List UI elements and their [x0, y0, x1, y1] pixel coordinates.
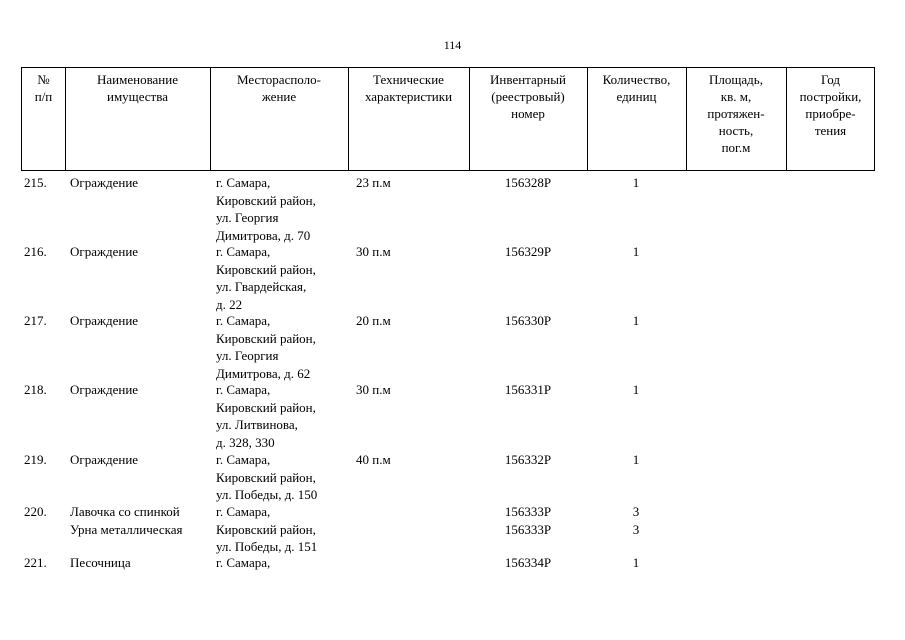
row-number [24, 451, 47, 469]
item-quantity-line: 1 [632, 382, 640, 397]
item-tech [356, 381, 391, 399]
item-name [70, 243, 138, 261]
header-line: пог.м [721, 140, 751, 155]
item-location-line: д. 328, 330 [216, 434, 275, 450]
row-number [24, 503, 47, 521]
header-line: характеристики [364, 89, 453, 104]
item-inventory-number-line: 156332Р [504, 452, 552, 467]
item-quantity [588, 312, 684, 330]
item-quantity [588, 381, 684, 399]
item-quantity-line: 1 [632, 175, 640, 190]
item-location-line: г. Самара, [216, 555, 271, 570]
item-name-line: Ограждение [70, 382, 139, 397]
item-quantity [588, 451, 684, 469]
item-location-line: ул. Георгия [216, 210, 279, 225]
row-number-line: 220. [24, 504, 47, 519]
item-tech-line: 40 п.м [356, 452, 391, 467]
item-inventory-number [470, 243, 586, 261]
item-location [216, 174, 316, 244]
item-location-line: ул. Литвинова, [216, 417, 298, 432]
item-inventory-number-line: 156328Р [504, 175, 552, 190]
item-name-line: Ограждение [70, 244, 139, 259]
header-line: Год [820, 72, 841, 87]
header-line: Площадь, [709, 72, 763, 87]
header-line: жение [261, 89, 297, 104]
item-inventory-number-line: 156333Р [504, 521, 552, 537]
header-line: имущества [107, 89, 168, 104]
row-number-line: 219. [24, 452, 47, 467]
item-inventory-number [470, 381, 586, 399]
item-tech [356, 451, 391, 469]
item-quantity [588, 554, 684, 572]
item-location-line: ул. Победы, д. 151 [216, 539, 318, 554]
item-location [216, 554, 270, 572]
item-name [70, 503, 182, 538]
item-quantity-line: 1 [632, 244, 640, 259]
item-location-line: г. Самара, [216, 313, 271, 328]
item-name-line: Урна металлическая [70, 521, 183, 537]
item-location-line: Кировский район, [216, 469, 316, 485]
item-location-line: ул. Гвардейская, [216, 279, 307, 294]
item-quantity [588, 174, 684, 192]
header-line: Количество, [602, 72, 671, 87]
item-location-line: Кировский район, [216, 192, 316, 208]
item-tech [356, 243, 391, 261]
item-location-line: Димитрова, д. 62 [216, 365, 311, 381]
item-inventory-number [470, 451, 586, 469]
header-line: (реестровый) [491, 89, 565, 104]
item-tech-line: 23 п.м [356, 175, 391, 190]
item-quantity [588, 243, 684, 261]
item-location [216, 243, 316, 313]
item-name [70, 312, 138, 330]
item-location-line: Димитрова, д. 70 [216, 227, 311, 243]
header-line: Технические [373, 72, 444, 87]
item-inventory-number-line: 156334Р [504, 555, 552, 570]
item-location [216, 312, 316, 382]
row-number-line: 215. [24, 175, 47, 190]
item-name [70, 174, 138, 192]
row-number-line: 218. [24, 382, 47, 397]
page-number: 114 [443, 38, 462, 52]
header-line: Месторасполо- [237, 72, 321, 87]
header-line: Наименование [97, 72, 178, 87]
header-line: номер [511, 106, 545, 121]
item-inventory-number [470, 554, 586, 572]
item-inventory-number [470, 312, 586, 330]
row-number [24, 381, 47, 399]
item-quantity-line: 3 [632, 504, 640, 519]
item-location-line: Кировский район, [216, 330, 316, 346]
item-tech [356, 174, 391, 192]
header-line: протяжен- [707, 106, 765, 121]
item-name-line: Песочница [70, 555, 131, 570]
item-quantity-line: 1 [632, 313, 640, 328]
item-quantity-line: 1 [632, 452, 640, 467]
item-location [216, 503, 317, 556]
item-name-line: Ограждение [70, 452, 139, 467]
item-location-line: г. Самара, [216, 504, 271, 519]
item-tech-line: 30 п.м [356, 244, 391, 259]
header-line: постройки, [799, 89, 862, 104]
row-number [24, 312, 47, 330]
row-number-line: 216. [24, 244, 47, 259]
item-tech-line: 30 п.м [356, 382, 391, 397]
item-tech [356, 312, 391, 330]
header-line: п/п [34, 89, 53, 104]
header-line: приобре- [805, 106, 856, 121]
header-line: кв. м, [720, 89, 752, 104]
item-location [216, 381, 316, 451]
header-line: Инвентарный [490, 72, 566, 87]
item-location-line: Кировский район, [216, 399, 316, 415]
item-location-line: ул. Георгия [216, 348, 279, 363]
item-quantity [588, 503, 684, 538]
item-location-line: г. Самара, [216, 244, 271, 259]
item-name [70, 451, 138, 469]
item-location [216, 451, 317, 504]
item-inventory-number-line: 156333Р [504, 504, 552, 519]
item-inventory-number [470, 174, 586, 192]
item-location-line: Кировский район, [216, 521, 316, 537]
row-number-line: 217. [24, 313, 47, 328]
item-name [70, 381, 138, 399]
header-line: единиц [616, 89, 657, 104]
item-name-line: Ограждение [70, 313, 139, 328]
item-name-line: Лавочка со спинкой [70, 504, 180, 519]
item-location-line: г. Самара, [216, 175, 271, 190]
item-inventory-number-line: 156330Р [504, 313, 552, 328]
item-location-line: ул. Победы, д. 150 [216, 487, 318, 502]
item-quantity-line: 3 [632, 521, 640, 537]
item-inventory-number [470, 503, 586, 538]
item-quantity-line: 1 [632, 555, 640, 570]
row-number [24, 174, 47, 192]
header-line: тения [814, 123, 847, 138]
item-location-line: д. 22 [216, 296, 243, 312]
item-location-line: г. Самара, [216, 382, 271, 397]
header-line: ность, [718, 123, 754, 138]
item-location-line: Кировский район, [216, 261, 316, 277]
item-name [70, 554, 131, 572]
header-line: № [37, 72, 50, 87]
item-tech-line: 20 п.м [356, 313, 391, 328]
row-number [24, 243, 47, 261]
item-location-line: г. Самара, [216, 452, 271, 467]
item-inventory-number-line: 156329Р [504, 244, 552, 259]
row-number-line: 221. [24, 555, 47, 570]
item-inventory-number-line: 156331Р [504, 382, 552, 397]
item-name-line: Ограждение [70, 175, 139, 190]
row-number [24, 554, 47, 572]
